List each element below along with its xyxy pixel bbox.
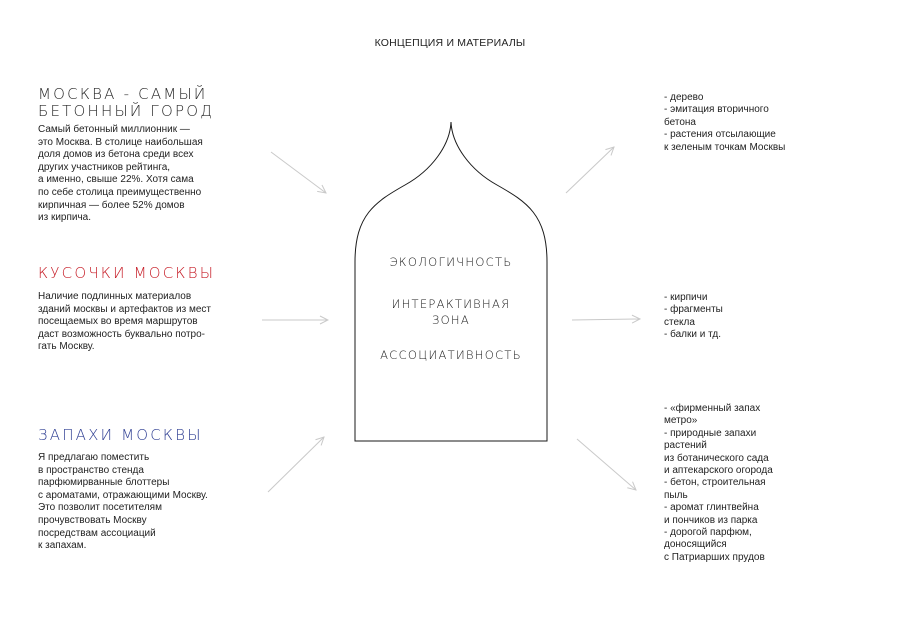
moscow-concrete-block — [38, 86, 214, 225]
list-item: - бетон, строительная — [664, 477, 766, 489]
list-item: - дерево — [664, 92, 704, 103]
list-item: - «фирменный запах — [664, 403, 761, 414]
list-item: - эмитация вторичного — [664, 104, 769, 116]
list-item: - аромат глинтвейна — [664, 502, 759, 514]
arrow-left-top — [271, 152, 326, 193]
moscow-pieces-heading: КУСОЧКИ МОСКВЫ — [38, 264, 216, 282]
moscow-pieces-block — [38, 265, 215, 354]
page-title: КОНЦЕПЦИЯ И МАТЕРИАЛЫ — [374, 37, 526, 49]
label-ecology: ЭКОЛОГИЧНОСТЬ — [389, 255, 513, 269]
label-zone: ЗОНА — [431, 313, 471, 327]
list-item: метро» — [664, 415, 698, 427]
list-item: бетона — [664, 116, 696, 128]
moscow-smells-heading: ЗАПАХИ МОСКВЫ — [38, 426, 203, 444]
label-interactive: ИНТЕРАКТИВНАЯ — [391, 297, 511, 311]
list-item: - балки и тд. — [664, 329, 721, 341]
moscow-smells-text: Я предлагаю поместить в пространство стенда парфюмирванные блоттеры с ароматами, отражающими Москву. Это позволит посетителям прочувствовать Москву посредствам ассоциаций к запахам. — [38, 452, 208, 552]
list-item: - кирпичи — [664, 292, 708, 303]
moscow-smells-block — [38, 427, 208, 553]
list-item: - дорогой парфюм, — [664, 527, 752, 539]
list-item: - фрагменты — [664, 304, 723, 316]
list-item: и аптекарского огорода — [664, 465, 773, 477]
list-item: доносящийся — [664, 539, 727, 551]
label-associativity: АССОЦИАТИВНОСТЬ — [380, 348, 522, 362]
arrow-right-top — [566, 147, 614, 193]
materials-list-1 — [664, 92, 785, 154]
materials-list-3 — [664, 403, 773, 564]
arrow-left-bottom — [268, 437, 324, 492]
list-item: пыль — [664, 489, 688, 501]
moscow-concrete-text: Самый бетонный миллионник — это Москва. В столице наибольшая доля домов из бетона среди всех других участников рейтинга, а именно, свыше 22%. Хотя сама по себе столица преимущественно кирпичная — более 52% домов из кирпича. — [38, 124, 203, 224]
list-item: - растения отсылающие — [664, 129, 776, 141]
list-item: с Патриарших прудов — [664, 551, 765, 563]
list-item: стекла — [664, 316, 695, 328]
arrow-right-middle — [572, 319, 640, 320]
list-item: к зеленым точкам Москвы — [664, 141, 786, 153]
list-item: - природные запахи — [664, 427, 757, 439]
moscow-concrete-heading-line1: МОСКВА - САМЫЙ — [38, 85, 208, 103]
list-item: растений — [664, 440, 707, 452]
moscow-pieces-text: Наличие подлинных материалов зданий москвы и артефактов из мест посещаемых во время маршрутов даст возможность буквально потро- гать Москву. — [38, 291, 211, 353]
list-item: и пончиков из парка — [664, 514, 758, 526]
list-item: из ботанического сада — [664, 452, 769, 464]
arrow-right-bottom — [577, 439, 636, 490]
materials-list-2 — [664, 292, 723, 342]
dome-outline — [355, 122, 547, 441]
moscow-concrete-heading-line2: БЕТОННЫЙ ГОРОД — [38, 102, 215, 120]
